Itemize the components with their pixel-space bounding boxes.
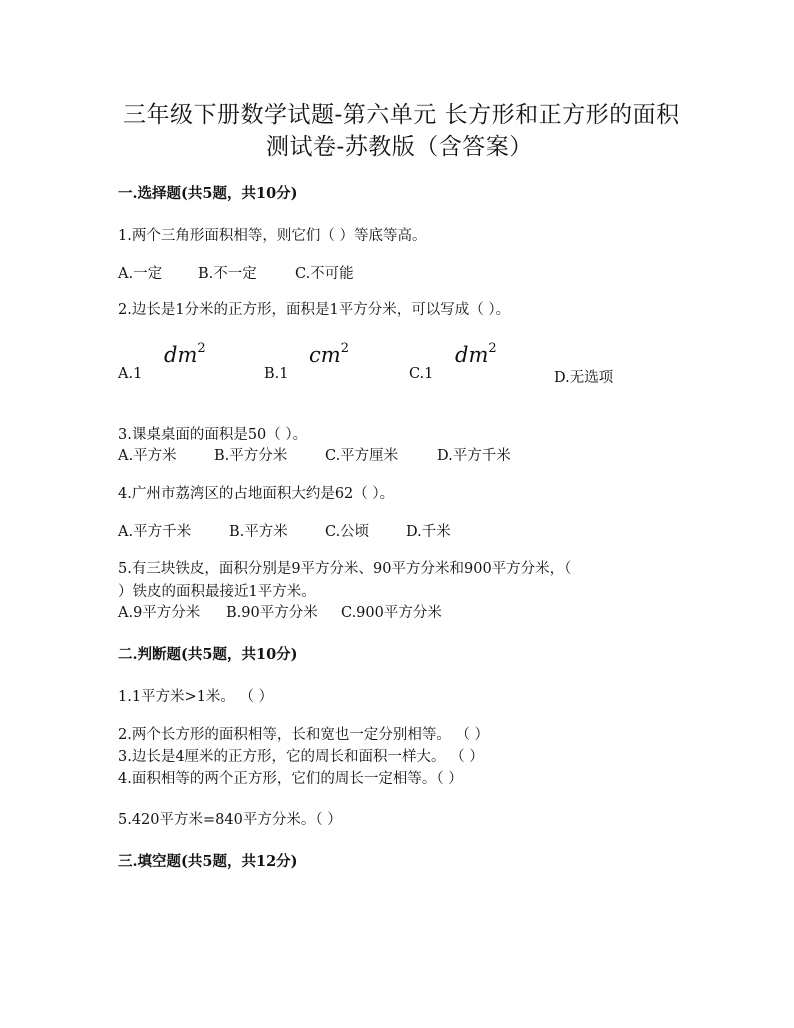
question-1-text: 1.两个三角形面积相等，则它们（ ）等底等高。: [118, 228, 427, 244]
section-heading-fill-in: 三.填空题(共5题，共12分): [118, 853, 298, 870]
question-2-option-b: B.1: [264, 366, 289, 382]
question-3-option-a: A.平方米: [118, 448, 177, 464]
question-4-option-c: C.公顷: [325, 524, 370, 540]
question-1-option-b: B.不一定: [198, 266, 257, 282]
question-2-option-c-unit: $dm^2$: [455, 341, 497, 367]
question-2-option-c: C.1: [409, 366, 434, 382]
section-heading-choice: 一.选择题(共5题，共10分): [118, 185, 298, 202]
judgement-item-5: 5.420平方米=840平方分米。（ ）: [118, 812, 342, 828]
question-5-option-b: B.90平方分米: [226, 605, 318, 621]
question-2-option-d: D.无选项: [554, 370, 614, 386]
judgement-item-3: 3.边长是4厘米的正方形，它的周长和面积一样大。 （ ）: [118, 749, 484, 765]
section-heading-judgement: 二.判断题(共5题，共10分): [118, 646, 298, 663]
question-5-text-line-2: ）铁皮的面积最接近1平方米。: [118, 584, 316, 600]
question-3-text: 3.课桌桌面的面积是50（ ）。: [118, 427, 308, 443]
question-4-text: 4.广州市荔湾区的占地面积大约是62（ ）。: [118, 486, 395, 502]
question-5-option-c: C.900平方分米: [341, 605, 442, 621]
question-1-option-a: A.一定: [118, 266, 163, 282]
question-2-option-b-unit: $cm^2$: [309, 341, 349, 367]
question-5-option-a: A.9平方分米: [118, 605, 201, 621]
question-3-option-c: C.平方厘米: [325, 448, 399, 464]
document-title-line-1: 三年级下册数学试题-第六单元 长方形和正方形的面积: [123, 102, 680, 128]
question-5-text-line-1: 5.有三块铁皮，面积分别是9平方分米、90平方分米和900平方分米，（: [118, 561, 572, 577]
question-4-option-a: A.平方千米: [118, 524, 192, 540]
document-title-line-2: 测试卷-苏教版（含答案）: [266, 134, 533, 160]
question-4-option-b: B.平方米: [229, 524, 288, 540]
question-4-option-d: D.千米: [406, 524, 451, 540]
judgement-item-4: 4.面积相等的两个正方形，它们的周长一定相等。（ ）: [118, 771, 463, 787]
question-2-text: 2.边长是1分米的正方形，面积是1平方分米，可以写成（ ）。: [118, 302, 511, 318]
question-2-option-a: A.1: [118, 366, 143, 382]
judgement-item-2: 2.两个长方形的面积相等，长和宽也一定分别相等。 （ ）: [118, 727, 490, 743]
question-3-option-b: B.平方分米: [214, 448, 288, 464]
question-3-option-d: D.平方千米: [437, 448, 511, 464]
judgement-item-1: 1.1平方米>1米。 （ ）: [118, 689, 274, 705]
question-2-option-a-unit: $dm^2$: [164, 341, 206, 367]
question-1-option-c: C.不可能: [295, 266, 354, 282]
